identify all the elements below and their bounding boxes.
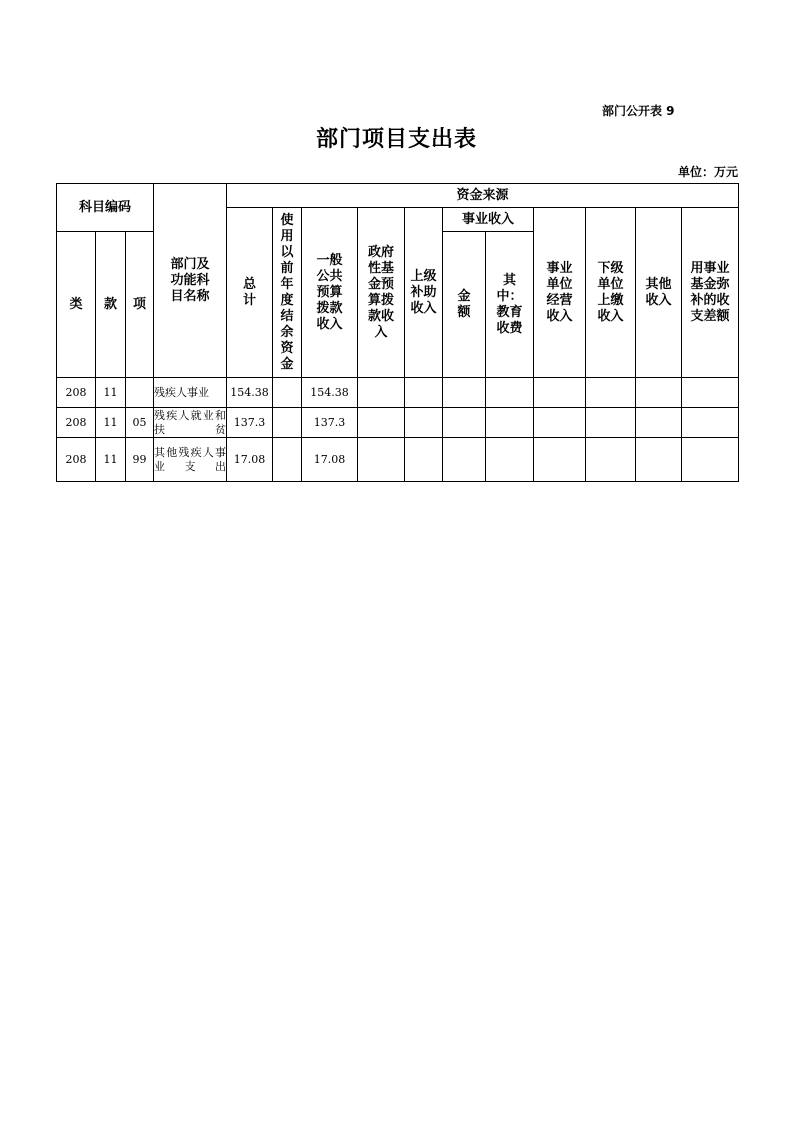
row-empty-cell [486, 438, 534, 482]
row-empty-cell [682, 408, 739, 438]
dept-name-header: 部门及功能科目名称 [154, 184, 227, 378]
project-expenditure-table [56, 183, 739, 482]
gov-fund-header: 政府性基金预算拨款收入 [358, 208, 405, 378]
page-title: 部门项目支出表 [315, 127, 477, 152]
prior-balance-header: 使用以前年度结余资金 [273, 208, 302, 378]
row-empty-cell [586, 438, 636, 482]
row-empty-cell [358, 438, 405, 482]
row-kuan: 11 [96, 438, 126, 482]
total-header: 总计 [227, 208, 273, 378]
business-operating-header: 事业单位经营收入 [534, 208, 586, 378]
fund-balance-header: 用事业基金弥补的收支差额 [682, 208, 739, 378]
row-lei: 208 [57, 378, 96, 408]
row-total: 137.3 [227, 408, 273, 438]
row-empty-cell [358, 378, 405, 408]
row-kuan: 11 [96, 408, 126, 438]
table-row [57, 438, 739, 482]
row-empty-cell [636, 438, 682, 482]
xiang-header: 项 [126, 232, 154, 378]
row-empty-cell [486, 378, 534, 408]
row-name: 残疾人就业和扶贫 [154, 408, 226, 436]
row-empty-cell [534, 438, 586, 482]
document-label: 部门公开表 9 [602, 104, 675, 118]
fund-source-header: 资金来源 [227, 184, 739, 208]
amount-header: 金额 [443, 232, 486, 378]
row-lei: 208 [57, 408, 96, 438]
lei-header: 类 [57, 232, 96, 378]
row-general-budget: 154.38 [302, 378, 358, 408]
row-empty-cell [586, 378, 636, 408]
row-total: 17.08 [227, 438, 273, 482]
row-empty-cell [586, 408, 636, 438]
kuan-header: 款 [96, 232, 126, 378]
row-prior-balance [273, 408, 302, 438]
row-empty-cell [486, 408, 534, 438]
superior-subsidy-header: 上级补助收入 [405, 208, 443, 378]
business-income-header: 事业收入 [443, 208, 534, 232]
row-general-budget: 17.08 [302, 438, 358, 482]
row-empty-cell [405, 378, 443, 408]
row-empty-cell [443, 378, 486, 408]
general-budget-header: 一般公共预算拨款收入 [302, 208, 358, 378]
row-empty-cell [358, 408, 405, 438]
row-empty-cell [682, 378, 739, 408]
row-prior-balance [273, 378, 302, 408]
row-empty-cell [636, 408, 682, 438]
row-prior-balance [273, 438, 302, 482]
subject-code-header: 科目编码 [57, 184, 154, 232]
row-total: 154.38 [227, 378, 273, 408]
edu-fee-header: 其中：教育收费 [486, 232, 534, 378]
row-name: 残疾人事业 [154, 378, 227, 408]
row-lei: 208 [57, 438, 96, 482]
table-row [57, 378, 739, 408]
row-general-budget: 137.3 [302, 408, 358, 438]
row-kuan: 11 [96, 378, 126, 408]
row-empty-cell [405, 408, 443, 438]
row-empty-cell [443, 408, 486, 438]
row-xiang: 99 [126, 438, 154, 482]
row-empty-cell [636, 378, 682, 408]
row-empty-cell [534, 408, 586, 438]
row-empty-cell [682, 438, 739, 482]
unit-label: 单位：万元 [678, 165, 739, 179]
row-xiang [126, 378, 154, 408]
row-name: 其他残疾人事业支出 [154, 438, 227, 482]
row-empty-cell [405, 438, 443, 482]
subordinate-payment-header: 下级单位上缴收入 [586, 208, 636, 378]
other-income-header: 其他收入 [636, 208, 682, 378]
table-row [57, 408, 739, 438]
row-empty-cell [534, 378, 586, 408]
row-xiang: 05 [126, 408, 154, 438]
row-empty-cell [443, 438, 486, 482]
